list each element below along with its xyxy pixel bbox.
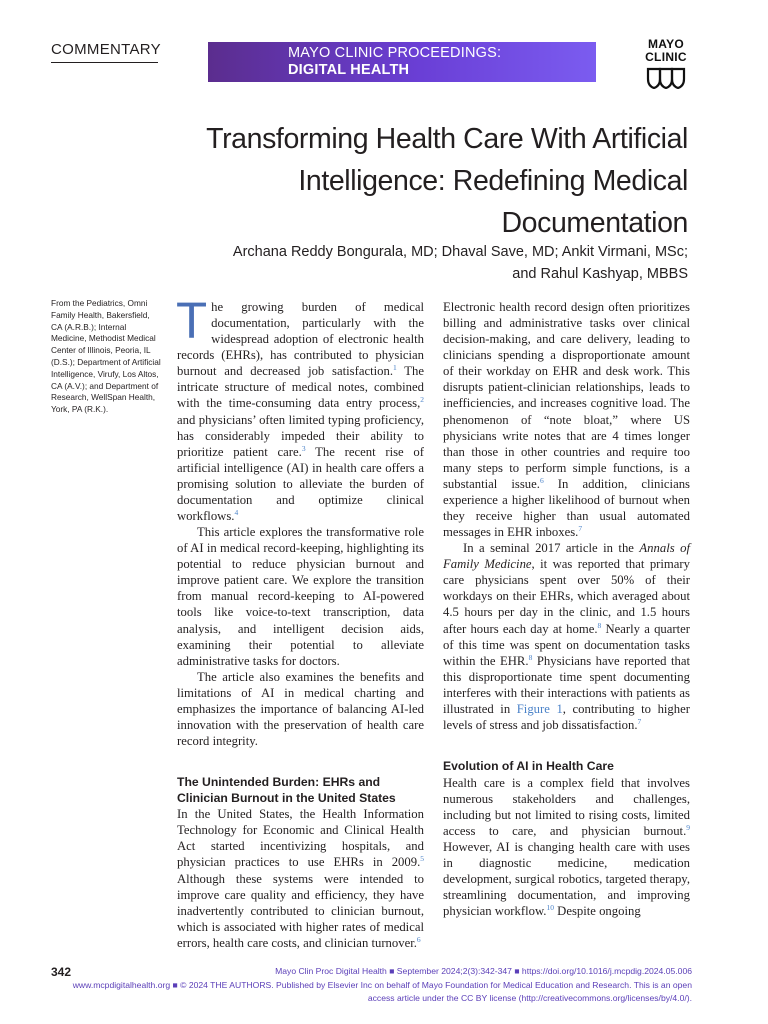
logo-text-clinic: CLINIC bbox=[645, 50, 687, 64]
page-number: 342 bbox=[51, 965, 72, 979]
reference-link[interactable]: 10 bbox=[546, 903, 554, 913]
drop-cap: T bbox=[176, 292, 208, 349]
body-column-left bbox=[176, 292, 425, 951]
reference-link[interactable]: 2 bbox=[420, 395, 424, 405]
paragraph: Electronic health record design often prioritizes billing and administrative tasks over clinical decision-making, and care delivery, leading to clinicians spending a disproportionate amount of their workday on EHR and desk work. This disrupts patient-clinician relationships, leads to inefficiencies, and increases cognitive load. The phenomenon of “note bloat,” where US physicians write notes that are 4 times longer than those in other countries and require too many steps to perform simple functions, is a substantial issue.$^6$ In addition, clinicians experience a higher likelihood of burnout when they receive higher than usual automated messages in EHR inboxes.$^7$ bbox=[443, 300, 690, 540]
paragraph: The growing burden of medical documentation, particularly with the widespread adoption of electronic health records (EHRs), has contributed to physician burnout and decreased job satisfaction.$^1$ The intricate structure of medical notes, combined with the time-consuming data entry process,$^2$ and physicians’ often limited typing proficiency, has considerably impeded their ability to prioritize patient care.$^3$ The recent rise of artificial intelligence (AI) in health care offers a promising solution to alleviate the burden of documentation and optimize clinical workflows.$^4$ bbox=[176, 292, 425, 524]
reference-link[interactable]: 7 bbox=[578, 524, 583, 534]
section-label: COMMENTARY bbox=[51, 41, 161, 58]
paragraph: In a seminal 2017 article in the Annals of Family Medicine, it was reported that primary care physicians spent over 50% of their workdays on their EHRs, which averaged about 4.5 hours per day in the clinic, and 1.5 hours after hours each day at home.$^8$ Nearly a quarter of this time was spent on documentation tasks within the EHR.$^8$ Physicians have reported that this disproportionate time spent documenting interferes with their interactions with patients as illustrated in Figure 1, contributing to higher levels of stress and job dissatisfaction.$^7$ bbox=[443, 541, 690, 733]
reference-link[interactable]: 4 bbox=[234, 508, 239, 518]
title-line: Transforming Health Care With Artificial bbox=[206, 123, 688, 155]
reference-link[interactable]: 8 bbox=[597, 620, 602, 630]
author-affiliations: From the Pediatrics, Omni Family Health, Bakersfield, CA (A.R.B.); Internal Medicine, Methodist Medical Center of Illinois, Peoria, IL (D.S.); Department of Artificial Intelligence, Virufy, Los Altos, CA (A.V.); and Department of Research, WellSpan Health, York, PA (R.K.). bbox=[51, 298, 161, 415]
authors-line: Archana Reddy Bongurala, MD; Dhaval Save, MD; Ankit Virmani, MSc; bbox=[232, 244, 688, 260]
citation-line[interactable]: Mayo Clin Proc Digital Health ■ September 2024;2(3):342-347 ■ https://doi.org/10.1016/j.mcpdig.2024.05.006 bbox=[275, 966, 692, 976]
reference-link[interactable]: 7 bbox=[637, 717, 642, 727]
section-heading: The Unintended Burden: EHRs and Clinician Burnout in the United States bbox=[177, 775, 396, 805]
journal-name-line2: DIGITAL HEALTH bbox=[288, 62, 410, 78]
reference-link[interactable]: 9 bbox=[686, 822, 690, 832]
reference-link[interactable]: 8 bbox=[528, 652, 533, 662]
paragraph: In the United States, the Health Information Technology for Economic and Clinical Health Act started incentivizing hospitals, and physician practices to use EHRs in 2009.$^5$ Although these systems were intended to improve care quality and efficiency, they have inadvertently contributed to clinician burnout, which is associated with higher rates of medical errors, health care costs, and clinician turnover.$^6$ bbox=[177, 807, 424, 950]
title-line: Intelligence: Redefining Medical bbox=[298, 165, 688, 197]
logo-text-mayo: MAYO bbox=[647, 37, 685, 51]
figure-link[interactable]: Figure 1 bbox=[516, 701, 563, 716]
mayo-clinic-logo bbox=[640, 38, 692, 89]
body-column-right bbox=[443, 299, 690, 919]
title-line: Documentation bbox=[501, 207, 688, 239]
license-line-cont[interactable]: access article under the CC BY license (http://creativecommons.org/licenses/by/4.0/). bbox=[367, 993, 692, 1003]
author-list bbox=[168, 241, 688, 285]
three-shields-icon bbox=[646, 67, 686, 89]
section-rule bbox=[51, 62, 158, 63]
reference-link[interactable]: 6 bbox=[416, 934, 421, 944]
authors-line: and Rahul Kashyap, MBBS bbox=[512, 266, 688, 282]
reference-link[interactable]: 3 bbox=[301, 443, 306, 453]
paragraph: This article explores the transformative role of AI in medical record-keeping, highlighting its potential to reduce physician burnout and improve patient care. We explore the transition from manual record-keeping to AI-powered tools like voice-to-text transcription, data analysis, and intelligent decision aids, examining their potential to alleviate administrative tasks for doctors. bbox=[177, 525, 424, 668]
journal-name-line1: MAYO CLINIC PROCEEDINGS: bbox=[288, 45, 502, 61]
license-line[interactable]: www.mcpdigitalhealth.org ■ © 2024 THE AUTHORS. Published by Elsevier Inc on behalf of Mayo Foundation for Medical Education and Research. This is an open bbox=[72, 980, 692, 990]
article-title bbox=[168, 118, 688, 244]
paragraph: Health care is a complex field that involves numerous stakeholders and challenges, including but not limited to rising costs, limited access to care, and physician burnout.$^9$ However, AI is changing health care with uses in diagnostic medicine, medication development, surgical robotics, targeted therapy, streamlining documentation, and improving physician workflow.$^{10}$ Despite ongoing bbox=[443, 775, 690, 919]
paragraph: The article also examines the benefits and limitations of AI in medical charting and emphasizes the importance of balancing AI-led innovation with the preservation of health care record integrity. bbox=[177, 669, 424, 749]
reference-link[interactable]: 6 bbox=[539, 475, 544, 485]
journal-banner bbox=[208, 42, 596, 82]
reference-link[interactable]: 5 bbox=[420, 854, 424, 864]
section-heading: Evolution of AI in Health Care bbox=[443, 759, 614, 774]
reference-link[interactable]: 1 bbox=[393, 363, 397, 373]
